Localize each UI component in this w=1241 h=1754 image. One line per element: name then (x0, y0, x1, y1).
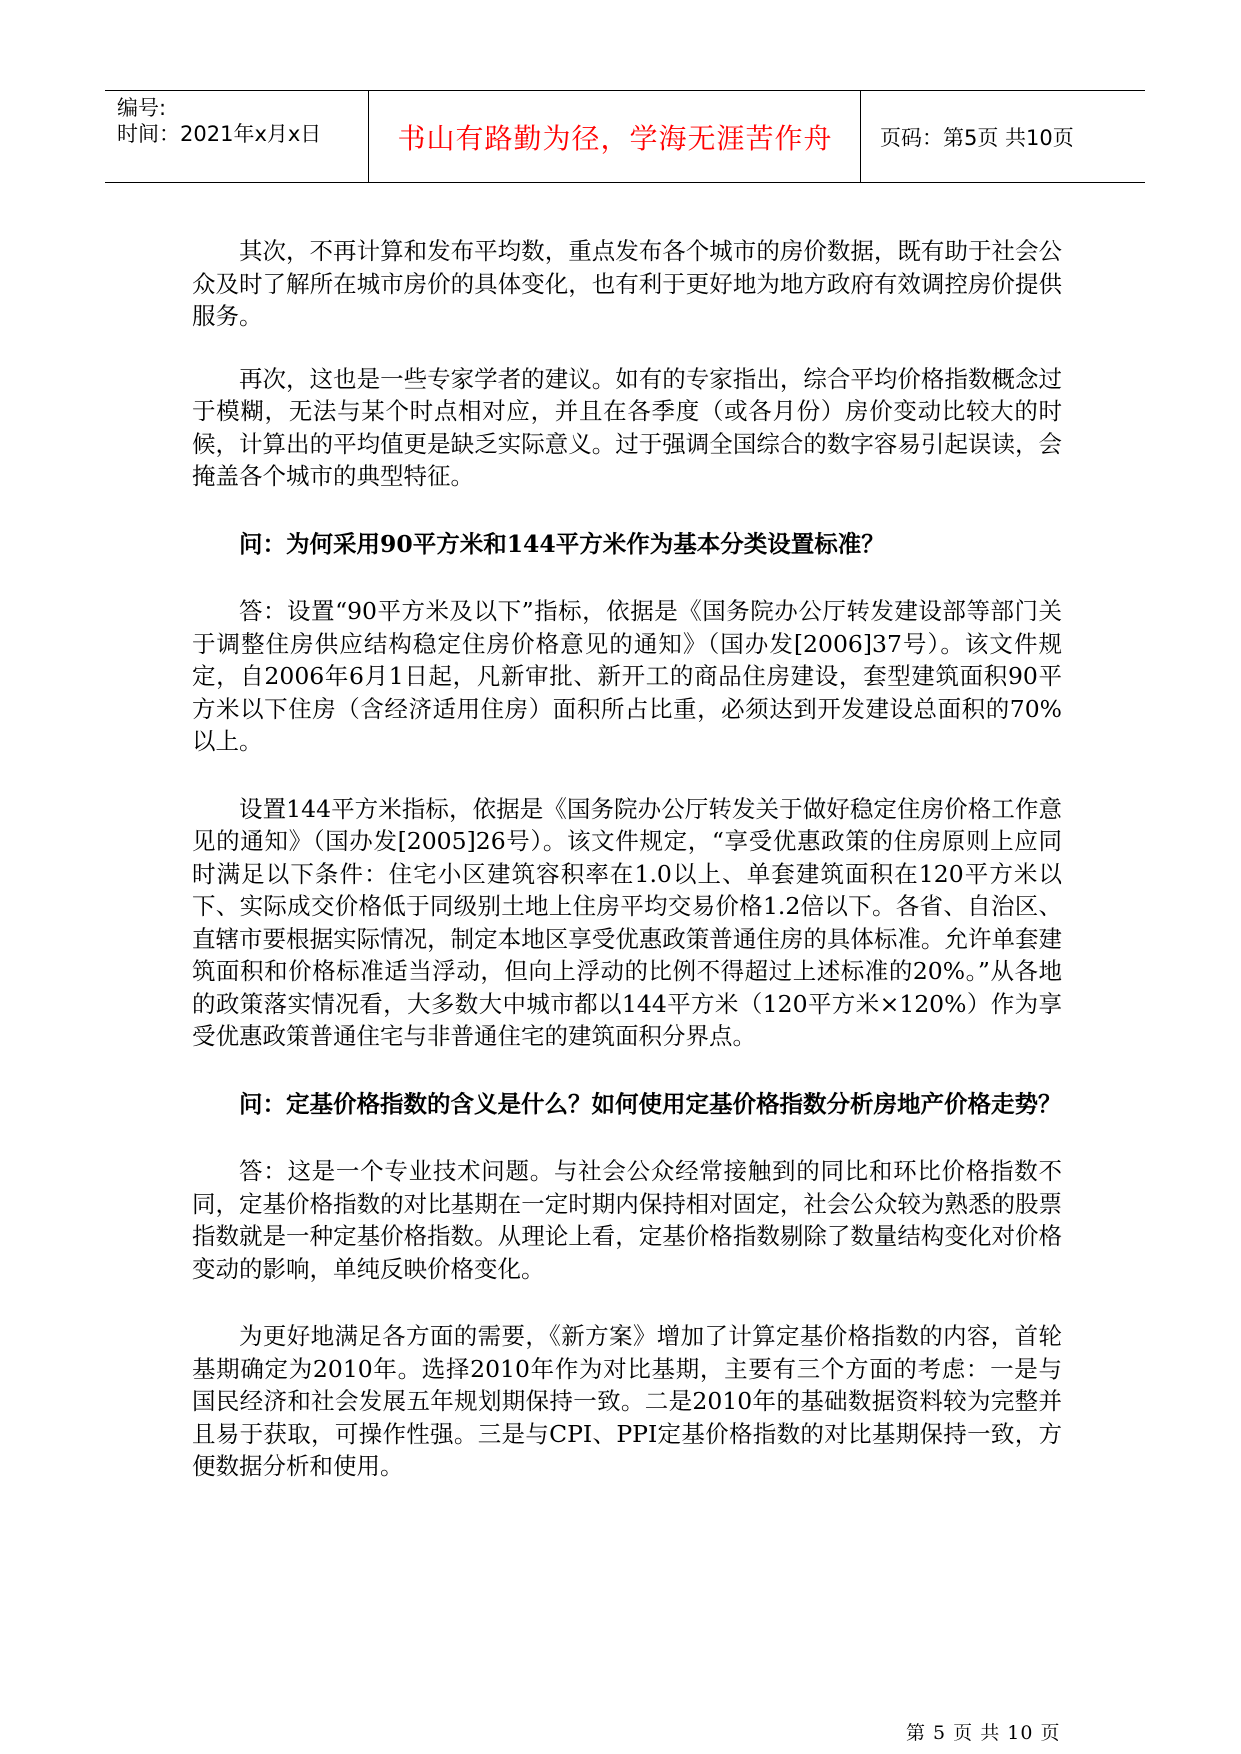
paragraph: 设置144平方米指标，依据是《国务院办公厅转发关于做好稳定住房价格工作意见的通知》（国办发[2005]26号）。该文件规定，“享受优惠政策的住房原则上应同时满足以下条件：住宅小区建筑容积率在1.0以上、单套建筑面积在120平方米以下、实际成交价格低于同级别土地上住房平均交易价格1.2倍以下。各省、自治区、直辖市要根据实际情况，制定本地区享受优惠政策普通住房的具体标准。允许单套建筑面积和价格标准适当浮动，但向上浮动的比例不得超过上述标准的20%。”从各地的政策落实情况看，大多数大中城市都以144平方米（120平方米×120%）作为享受优惠政策普通住宅与非普通住宅的建筑面积分界点。 (192, 794, 1062, 1050)
question-heading: 问：定基价格指数的含义是什么？如何使用定基价格指数分析房地产价格走势？ (239, 1089, 1062, 1118)
header-divider-right (860, 91, 861, 182)
question-heading: 问：为何采用90平方米和144平方米作为基本分类设置标准？ (239, 529, 885, 558)
paragraph: 为更好地满足各方面的需要，《新方案》增加了计算定基价格指数的内容，首轮基期确定为2010年。选择2010年作为对比基期，主要有三个方面的考虑：一是与国民经济和社会发展五年规划期保持一致。二是2010年的基础数据资料较为完整并且易于获取，可操作性强。三是与CPI、PPI定基价格指数的对比基期保持一致，方便数据分析和使用。 (192, 1322, 1062, 1480)
header-page-number: 页码：第5页 共10页 (880, 125, 1074, 150)
paragraph: 答：设置“90平方米及以下”指标，依据是《国务院办公厅转发建设部等部门关于调整住房供应结构稳定住房价格意见的通知》（国办发[2006]37号）。该文件规定，自2006年6月1日起，凡新审批、新开工的商品住房建设，套型建筑面积90平方米以下住房（含经济适用住房）面积所占比重，必须达到开发建设总面积的70%以上。 (192, 597, 1062, 755)
document-body (192, 235, 1062, 1483)
paragraph: 其次，不再计算和发布平均数，重点发布各个城市的房价数据，既有助于社会公众及时了解所在城市房价的具体变化，也有利于更好地为地方政府有效调控房价提供服务。 (192, 237, 1062, 330)
page-header (105, 90, 1145, 183)
page-footer: 第 5 页 共 10 页 (906, 1722, 1061, 1744)
header-divider-left (368, 91, 369, 182)
serial-label: 编号: (117, 96, 167, 120)
paragraph: 再次，这也是一些专家学者的建议。如有的专家指出，综合平均价格指数概念过于模糊，无法与某个时点相对应，并且在各季度（或各月份）房价变动比较大的时候，计算出的平均值更是缺乏实际意义。过于强调全国综合的数字容易引起误读，会掩盖各个城市的典型特征。 (192, 364, 1062, 490)
header-motto: 书山有路勤为径，学海无涯苦作舟 (397, 121, 833, 155)
time-label: 时间：2021年x月x日 (117, 122, 322, 146)
paragraph: 答：这是一个专业技术问题。与社会公众经常接触到的同比和环比价格指数不同，定基价格指数的对比基期在一定时期内保持相对固定，社会公众较为熟悉的股票指数就是一种定基价格指数。从理论上看，定基价格指数剔除了数量结构变化对价格变动的影响，单纯反映价格变化。 (192, 1157, 1062, 1283)
